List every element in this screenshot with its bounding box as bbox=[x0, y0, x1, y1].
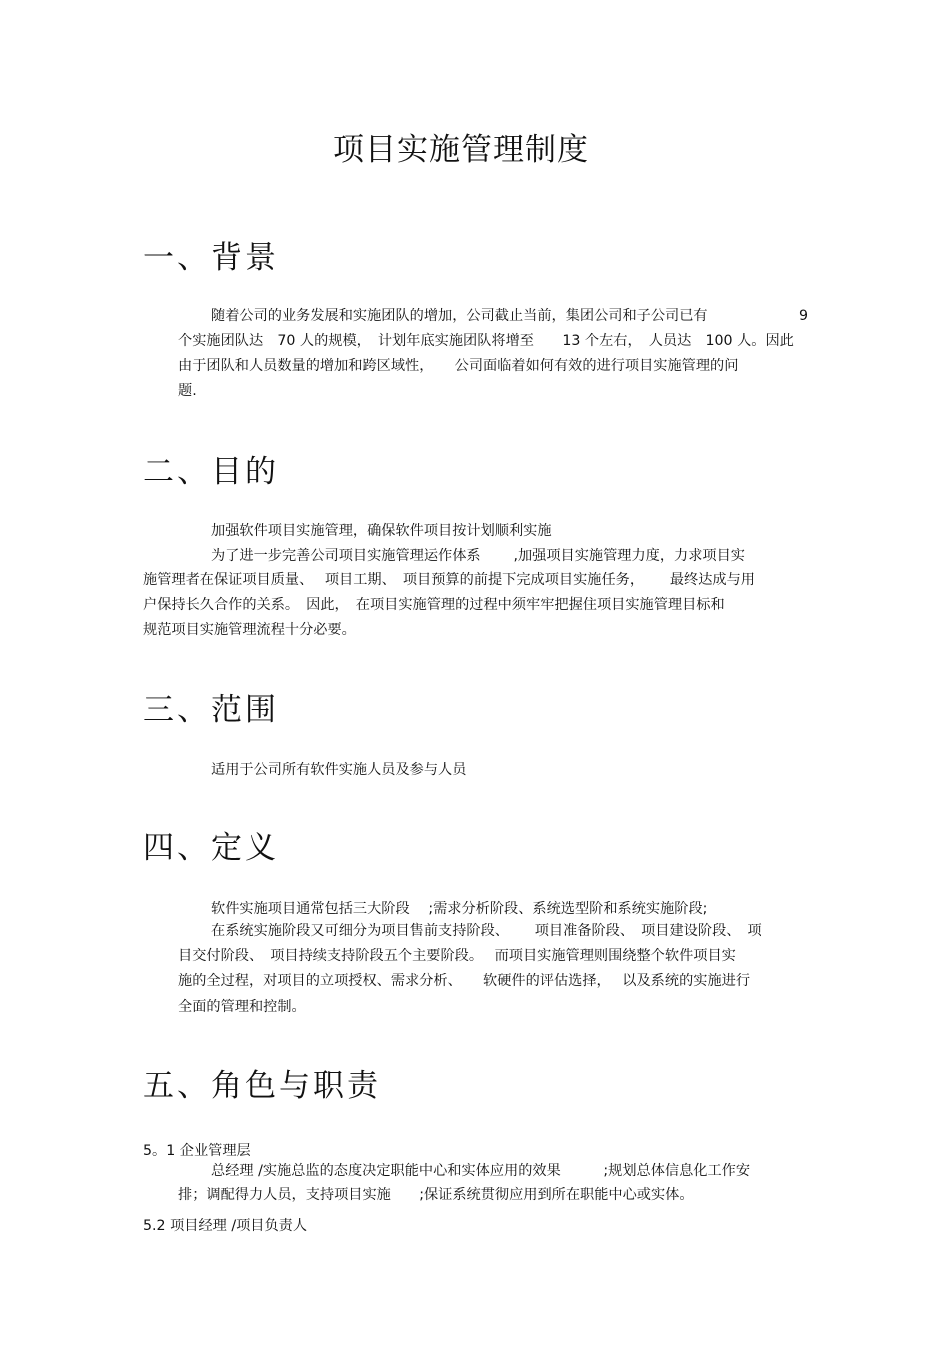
section-heading-definition: 四、定义 bbox=[143, 830, 279, 866]
paragraph-line: 为了进一步完善公司项目实施管理运作体系 ,加强项目实施管理力度，力求项目实 bbox=[211, 548, 745, 564]
paragraph-line: 软件实施项目通常包括三大阶段 ;需求分析阶段、系统选型阶和系统实施阶段; bbox=[211, 901, 708, 917]
paragraph-line: 施的全过程，对项目的立项授权、需求分析、 软硬件的评估选择， 以及系统的实施进行 bbox=[178, 973, 751, 989]
page-title: 项目实施管理制度 bbox=[333, 132, 589, 168]
paragraph-line: 规范项目实施管理流程十分必要。 bbox=[143, 622, 356, 638]
section-heading-roles: 五、角色与职责 bbox=[143, 1068, 381, 1104]
paragraph-line: 户保持长久合作的关系。 因此， 在项目实施管理的过程中须牢牢把握住项目实施管理目标和 bbox=[143, 597, 725, 613]
paragraph-line: 由于团队和人员数量的增加和跨区域性， 公司面临着如何有效的进行项目实施管理的问 bbox=[178, 358, 739, 374]
paragraph-line: 施管理者在保证项目质量、 项目工期、 项目预算的前提下完成项目实施任务， 最终达成与用 bbox=[143, 572, 755, 588]
subsection-heading: 5。1 企业管理层 bbox=[143, 1143, 251, 1159]
paragraph-line: 9 bbox=[799, 308, 809, 324]
subsection-heading: 5.2 项目经理 /项目负责人 bbox=[143, 1218, 308, 1234]
paragraph-line: 适用于公司所有软件实施人员及参与人员 bbox=[211, 762, 467, 778]
section-heading-scope: 三、范围 bbox=[143, 692, 279, 728]
paragraph-line: 随着公司的业务发展和实施团队的增加，公司截止当前，集团公司和子公司已有 bbox=[211, 308, 708, 324]
section-heading-background: 一、背景 bbox=[143, 240, 279, 276]
paragraph-line: 在系统实施阶段又可细分为项目售前支持阶段、 项目准备阶段、 项目建设阶段、 项 bbox=[211, 923, 762, 939]
paragraph-line: 总经理 /实施总监的态度决定职能中心和实体应用的效果 ;规划总体信息化工作安 bbox=[211, 1163, 751, 1179]
paragraph-line: 个实施团队达 70 人的规模， 计划年底实施团队将增至 13 个左右， 人员达 100 人。因此 bbox=[178, 333, 794, 349]
paragraph-line: 题. bbox=[178, 383, 197, 399]
section-heading-purpose: 二、目的 bbox=[143, 454, 279, 490]
paragraph-line: 加强软件项目实施管理，确保软件项目按计划顺利实施 bbox=[211, 523, 552, 539]
paragraph-line: 全面的管理和控制。 bbox=[178, 999, 306, 1015]
paragraph-line: 目交付阶段、 项目持续支持阶段五个主要阶段。 而项目实施管理则围绕整个软件项目实 bbox=[178, 948, 736, 964]
paragraph-line: 排；调配得力人员，支持项目实施 ;保证系统贯彻应用到所在职能中心或实体。 bbox=[178, 1187, 694, 1203]
